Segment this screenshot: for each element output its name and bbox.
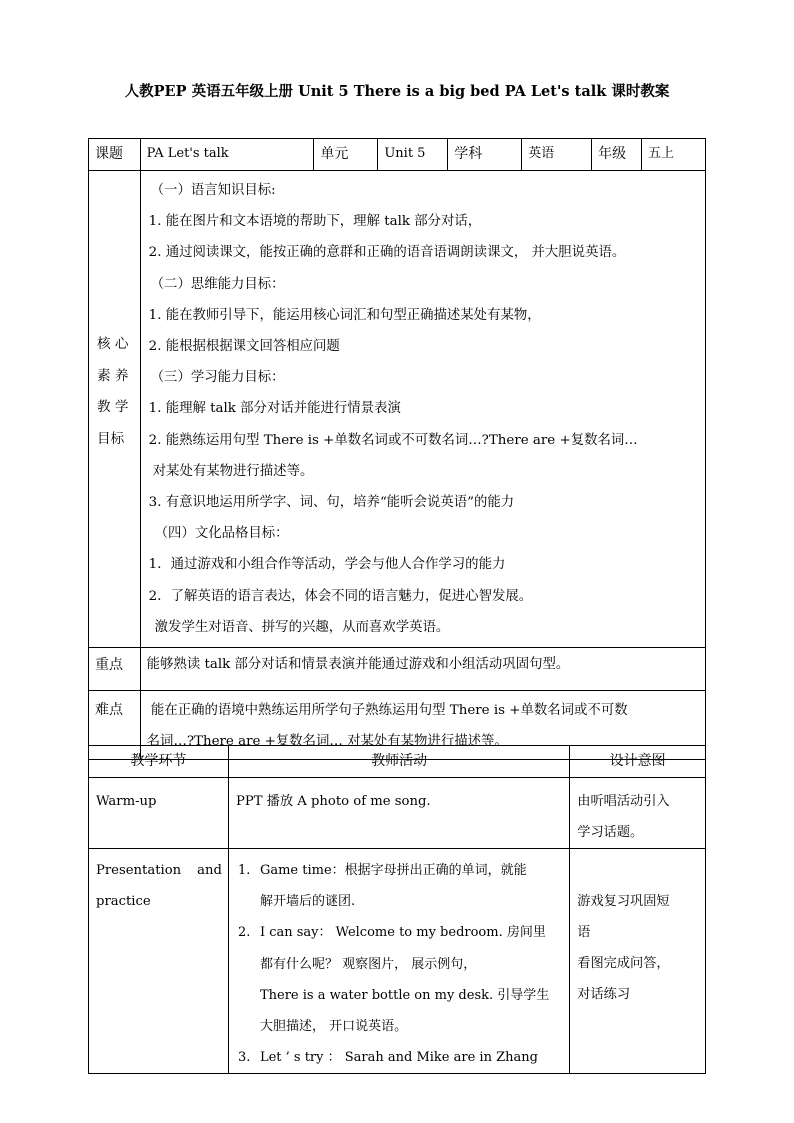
goal-line: 1. 能在教师引导下，能运用核心词汇和句型正确描述某处有某物， [148,307,541,323]
step-number: 1. [237,863,251,878]
goal-line: 2. 通过阅读课文，能按正确的意群和正确的语音语调朗读课文， 并大胆说英语。 [148,245,626,261]
key-point-row [89,648,706,691]
stage-word: and [197,863,222,878]
step-line: 都有什么呢？ 观察图片， 展示例句， [259,956,477,972]
step-number: 3. [237,1050,251,1066]
goal-line: 2. 能熟练运用句型 There is +单数名词或不可数名词…?There are +复数名词… [148,432,638,448]
process-table [88,745,706,1074]
step-list [236,855,563,1073]
unit-label: 单元 [314,139,378,171]
goal-line: （四）文化品格目标： [154,526,289,542]
intent-line: 游戏复习巩固短 [577,894,670,909]
goal-line: 1. 能在图片和文本语境的帮助下，理解 talk 部分对话， [148,214,482,230]
key-point-text: 能够熟读 talk 部分对话和情景表演并能通过游戏和小组活动巩固句型。 [140,648,705,691]
side-line: 素 养 [97,367,129,384]
grade-value: 五上 [642,139,706,171]
goal-line: （二）思维能力目标： [150,276,285,292]
goal-line: 1. 能理解 talk 部分对话并能进行情景表演 [148,401,401,417]
header-activity: 教师活动 [228,746,569,778]
activity-warmup: PPT 播放 A photo of me song. [228,778,569,849]
step-line: Let ’ s try ： Sarah and Mike are in Zhang [259,1050,538,1066]
side-line: 核 心 [97,336,129,352]
stage-line: practice [96,894,151,909]
subject-value: 英语 [522,139,592,171]
goals-content [140,171,705,648]
intent-line: 看图完成问答， [577,956,670,971]
stage-line [96,855,222,886]
header-stage: 教学环节 [89,746,229,778]
goal-line: 对某处有某物进行描述等。 [152,463,314,479]
step-number: 2. [237,925,251,941]
subject-label: 学科 [448,139,522,171]
intent-warmup [570,778,706,849]
difficulty-label: 难点 [89,691,141,760]
difficulty-line: 名词…?There are +复数名词… 对某处有某物进行描述等。 [146,734,508,750]
lesson-info-table [88,138,706,760]
side-line: 目标 [97,430,125,447]
topic-value: PA Let's talk [140,139,314,171]
stage-presentation [89,849,229,1074]
step-item [236,1042,563,1073]
page-title: 人教PEP 英语五年级上册 Unit 5 There is a big bed PA Let's talk 课时教案 [124,83,670,100]
process-row-presentation [89,849,706,1074]
stage-word: Presentation [96,863,182,878]
header-intent: 设计意图 [570,746,706,778]
process-header-row [89,746,706,778]
step-line: There is a water bottle on my desk. 引导学生 [259,987,550,1003]
intent-line: 由听唱活动引入 [577,794,670,809]
intent-line: 语 [577,925,591,940]
goal-line: 1．通过游戏和小组合作等活动，学会与他人合作学习的能力 [148,557,506,573]
goal-line: （一）语言知识目标: [150,183,276,198]
goal-line: 2. 能根据根据课文回答相应问题 [148,339,340,355]
info-row [89,139,706,171]
step-line: Game time：根据字母拼出正确的单词，就能 [259,863,527,878]
intent-presentation [570,849,706,1074]
goals-row [89,171,706,648]
activity-presentation [228,849,569,1074]
topic-label: 课题 [89,139,141,171]
goal-line: 激发学生对语音、拼写的兴趣，从而喜欢学英语。 [154,619,450,635]
intent-line: 学习话题。 [577,825,644,840]
goal-line: （三）学习能力目标： [150,370,285,386]
stage-warmup: Warm-up [89,778,229,849]
goals-side-label [89,171,141,648]
unit-value: Unit 5 [378,139,448,171]
key-point-label: 重点 [89,648,141,691]
difficulty-line: 能在正确的语境中熟练运用所学句子熟练运用句型 There is +单数名词或不可数 [146,703,628,719]
step-item [236,917,563,1042]
step-line: I can say： Welcome to my bedroom. 房间里 [259,925,546,941]
goal-line: 2．了解英语的语言表达，体会不同的语言魅力，促进心智发展。 [148,588,533,604]
step-line: 解开墙后的谜团. [259,894,356,910]
step-line: 大胆描述， 开口说英语。 [259,1019,408,1035]
intent-line: 对话练习 [577,987,631,1002]
grade-label: 年级 [592,139,642,171]
process-row-warmup [89,778,706,849]
side-line: 教 学 [97,399,129,415]
goal-line: 3. 有意识地运用所学字、词、句，培养“能听会说英语”的能力 [148,495,515,511]
step-item [236,855,563,917]
